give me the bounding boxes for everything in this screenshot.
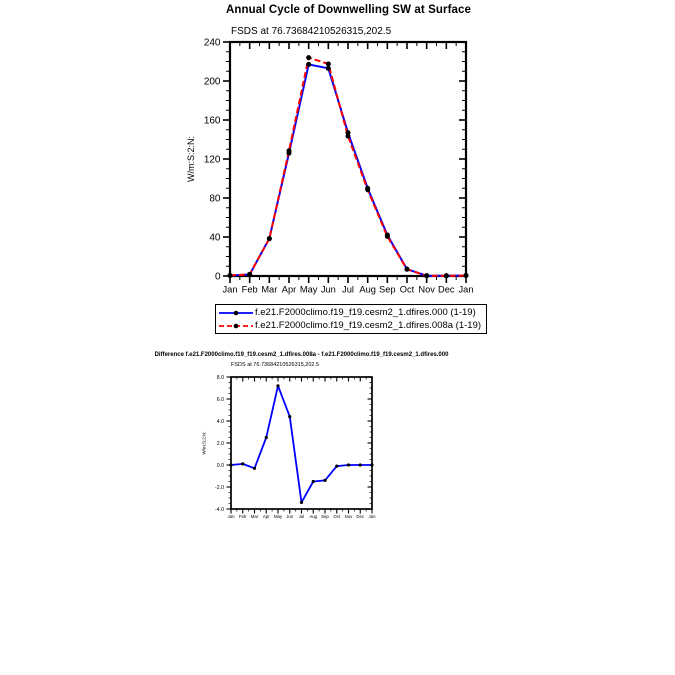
main-chart-x-tick-label: Apr: [281, 284, 297, 295]
diff-chart-tick-labels: [215, 375, 376, 519]
main-chart-x-tick-label: Jun: [320, 284, 336, 295]
main-chart-x-tick-label: Feb: [241, 284, 258, 295]
main-chart-y-tick-label: 40: [209, 232, 221, 244]
diff-chart-y-tick-label: 4.0: [216, 418, 224, 425]
main-chart-axes: [230, 42, 466, 276]
diff-chart-plot-area: [0, 345, 675, 675]
main-chart-subtitle: FSDS at 76.73684210526315,202.5: [231, 26, 392, 37]
main-chart-ticks: [223, 42, 466, 283]
main-chart-x-tick-label: Jan: [458, 284, 474, 295]
diff-chart-title: Difference f.e21.F2000climo.f19_f19.cesm2_1.dfires.008a - f.e21.F2000climo.f19_f19.cesm2_1.dfires.000: [154, 352, 449, 358]
main-chart-x-tick-label: Jan: [222, 284, 238, 295]
diff-chart-series-0-line: [231, 386, 372, 503]
legend-line-sample-dashed: [218, 320, 254, 332]
main-chart-y-tick-label: 120: [203, 154, 221, 166]
diff-chart-subtitle: FSDS at 76.73684210526315,202.5: [231, 362, 320, 368]
diff-chart-x-tick-label: May: [273, 513, 283, 519]
diff-chart-y-axis-label: W/m:S:2:N:: [201, 431, 207, 455]
diff-chart-x-tick-label: Nov: [344, 513, 353, 519]
main-chart-plot-area: [0, 0, 675, 300]
main-chart-x-tick-label: Mar: [261, 284, 278, 295]
legend-entry-experiment: [218, 319, 486, 332]
main-chart-tick-labels: [204, 38, 474, 295]
legend-label-experiment: f.e21.F2000climo.f19_f19.cesm2_1.dfires.008a (1-19): [255, 320, 482, 331]
diff-chart-y-tick-label: -2.0: [215, 484, 224, 491]
legend-box: [215, 304, 487, 334]
diff-chart-x-tick-label: Dec: [356, 513, 365, 519]
diff-chart-y-tick-label: 8.0: [216, 374, 224, 381]
legend-label-control: f.e21.F2000climo.f19_f19.cesm2_1.dfires.000 (1-19): [255, 307, 476, 318]
main-chart-x-tick-label: May: [299, 284, 318, 295]
main-chart-series-1-markers: [228, 55, 469, 278]
main-chart-series-1-line: [230, 58, 466, 276]
diff-chart-x-tick-label: Jun: [286, 513, 294, 519]
main-chart-frame: [230, 42, 466, 276]
legend-line-sample-solid: [218, 307, 254, 319]
main-chart-x-tick-label: Sep: [379, 284, 396, 295]
legend-entry-control: [218, 306, 486, 319]
main-chart-x-tick-label: Jul: [342, 284, 354, 295]
diff-chart-x-tick-label: Oct: [333, 513, 341, 519]
diff-chart-series-0-markers: [229, 384, 373, 504]
main-chart-title: Annual Cycle of Downwelling SW at Surface: [226, 4, 471, 16]
diff-chart-x-tick-label: Apr: [262, 513, 270, 519]
diff-chart-x-tick-label: Jan: [368, 513, 376, 519]
main-chart-series-0-line: [230, 64, 466, 275]
main-chart-y-tick-label: 240: [203, 37, 221, 49]
diff-chart-axes: [231, 377, 372, 509]
main-chart-y-tick-label: 200: [203, 76, 221, 88]
main-chart-x-tick-label: Nov: [418, 284, 435, 295]
diff-chart-x-tick-label: Aug: [309, 513, 318, 519]
diff-chart-y-tick-label: 2.0: [216, 440, 224, 447]
main-chart-y-tick-label: 80: [209, 193, 221, 205]
main-chart-y-axis-label: W/m:S:2:N:: [186, 135, 196, 183]
main-chart-y-tick-label: 160: [203, 115, 221, 127]
diff-chart-x-tick-label: Sep: [321, 513, 329, 519]
diff-chart-y-tick-label: 6.0: [216, 396, 224, 403]
main-chart-x-tick-label: Oct: [399, 284, 415, 295]
diff-chart-ticks: [227, 377, 373, 514]
diff-chart-frame: [231, 377, 372, 509]
main-chart-x-tick-label: Aug: [359, 284, 376, 295]
diff-chart-x-tick-label: Jan: [227, 513, 235, 519]
diff-chart-x-tick-label: Mar: [250, 513, 259, 519]
main-chart-series-0-markers: [228, 62, 469, 278]
main-chart-y-tick-label: 0: [214, 271, 221, 283]
main-chart-x-tick-label: Dec: [438, 284, 455, 295]
diff-chart-x-tick-label: Feb: [239, 513, 247, 519]
diff-chart-y-tick-label: 0.0: [216, 462, 224, 469]
diff-chart-x-tick-label: Jul: [298, 513, 305, 519]
diff-chart-y-tick-label: -4.0: [215, 506, 224, 513]
